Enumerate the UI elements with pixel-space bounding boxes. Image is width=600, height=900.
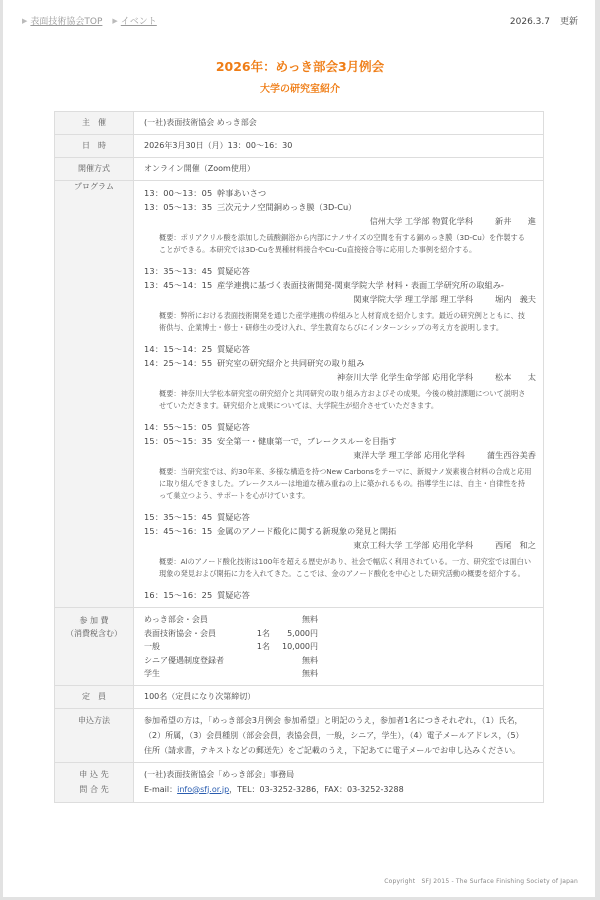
program-title: 産学連携に基づく表面技術開発-関東学院大学 材料・表面工学研究所の取組み-	[217, 280, 504, 290]
speaker-name: 蒲生西谷美香	[486, 450, 536, 460]
program-title: 三次元ナノ空間銅めっき膜（3D-Cu）	[217, 202, 357, 212]
fee-row	[144, 654, 543, 668]
fee-amount: 無料	[302, 669, 318, 678]
fee-category: 表面技術協会・会員	[144, 628, 216, 638]
fee-row	[144, 667, 543, 681]
program-abstract: 概要：弊所における表面技術開発を通じた産学連携の枠組みと人材育成を紹介します。最近の研究例とともに、技術供与、企業博士・修士・研修生の受け入れ、学生教育ならびにインターンシップの考え方を説明します。	[159, 311, 525, 332]
program-abstract: 概要：神奈川大学松本研究室の研究紹介と共同研究の取り組み方およびその成果。今後の検討課題について説明させていただきます。研究紹介と成果については、大学院生が紹介させていただきます。	[159, 389, 526, 410]
fee-category: 一般	[144, 642, 160, 651]
updated-label: 更新	[559, 17, 578, 27]
updated-date	[510, 14, 578, 27]
triangle-right-icon: ▶	[22, 16, 28, 25]
updated-date-value: 2026.3.7	[509, 17, 550, 27]
speaker-affiliation: 東京工科大学 工学部 応用化学科	[353, 540, 474, 550]
label-datetime: 日 時	[55, 135, 134, 158]
breadcrumb-link-event[interactable]: イベント	[120, 17, 157, 27]
program-time: 15：35～15：45	[144, 512, 213, 522]
program-item	[144, 186, 536, 200]
label-contact-line1: 申込先	[79, 769, 112, 779]
row-program	[55, 181, 544, 608]
program-time: 15：05～15：35	[144, 436, 213, 446]
email-label: E-mail：	[144, 784, 178, 794]
program-time: 16：15～16：25	[144, 590, 213, 600]
speaker-affiliation: 信州大学 工学部 物質化学科	[369, 216, 474, 226]
top-bar	[22, 14, 578, 30]
program-item	[144, 524, 536, 538]
fee-category: 学生	[144, 669, 160, 678]
fee-count	[240, 613, 270, 627]
label-fee	[55, 608, 134, 686]
program-time: 13：35～13：45	[144, 266, 213, 276]
fee-amount: 無料	[302, 615, 318, 624]
email-link[interactable]: info@sfj.or.jp	[177, 784, 230, 794]
program-item	[144, 356, 536, 370]
event-info-table	[54, 111, 544, 803]
program-item	[144, 510, 536, 524]
fee-category: めっき部会・会員	[144, 615, 208, 624]
row-contact	[55, 762, 544, 802]
program-time: 13：00～13：05	[144, 188, 213, 198]
label-format: 開催方式	[55, 158, 134, 181]
fee-count: 1名	[256, 628, 270, 638]
breadcrumb-link-top[interactable]: 表面技術協会TOP	[30, 17, 103, 27]
value-contact	[134, 762, 544, 802]
program-title: 質疑応答	[217, 590, 250, 600]
speaker-name: 堀内 義夫	[495, 294, 536, 304]
contact-organization: (一社)表面技術協会「めっき部会」事務局	[144, 769, 295, 779]
program-item	[144, 342, 536, 356]
speaker-affiliation: 神奈川大学 化学生命学部 応用化学科	[336, 372, 474, 382]
program-speaker	[144, 370, 536, 384]
program-title: 質疑応答	[217, 422, 250, 432]
fee-count	[240, 667, 270, 681]
fee-row	[144, 613, 543, 627]
program-item	[144, 434, 536, 448]
row-organizer	[55, 112, 544, 135]
speaker-name: 西尾 和之	[495, 540, 536, 550]
phone-fax: ，TEL：03-3252-3286，FAX：03-3252-3288	[229, 784, 404, 794]
program-time: 13：45～14：15	[144, 280, 213, 290]
page-title: 2026年：めっき部会3月例会	[215, 59, 385, 74]
label-fee-line1: 参 加 費	[79, 616, 109, 625]
program-abstract: 概要：Alのアノード酸化技術は100年を超える歴史があり、社会で幅広く利用されている。一方、研究室では面白い現象の発見および開拓に力を入れてきた。ここでは、金のアノード酸化を中心とした研究活動の概要を紹介する。	[159, 557, 532, 578]
program-speaker	[144, 292, 536, 306]
row-application	[55, 708, 544, 762]
value-application: 参加希望の方は，「めっき部会3月例会 参加希望」と明記のうえ，参加者1名につきそれぞれ，（1）氏名，（2）所属，（3）会員種別（部会会員，表協会員，一般，シニア，学生），（4）電子メールアドレス，（5）住所（請求書，テキストなどの郵送先）をご記載のうえ，下記あてに電子メールでお申し込みください。	[134, 708, 544, 762]
program-abstract: 概要：当研究室では、約30年来、多様な構造を持つNew Carbonsをテーマに、新規ナノ炭素複合材料の合成と応用に取り組んできました。ブレークスルーは地道な積み重ねの上に築かれるもの。指導学生には、自主・自律性を持って巣立つよう、サポートを心がけています。	[159, 467, 532, 500]
row-fee	[55, 608, 544, 686]
program-item	[144, 420, 536, 434]
fee-amount: 無料	[302, 655, 318, 665]
program-time: 13：05～13：35	[144, 202, 213, 212]
program-abstract: 概要：ポリアクリル酸を添加した硫酸銅浴から内部にナノサイズの空間を有する銅めっき膜（3D-Cu）を作製することができる。本研究では3D-Cuを異種材料接合やCu-Cu直接接合等に応用した事例を紹介する。	[159, 233, 525, 254]
value-datetime: 2026年3月30日（月）13：00～16：30	[134, 135, 544, 158]
program-item	[144, 200, 536, 214]
program-time: 14：55～15：05	[144, 422, 213, 432]
value-organizer: (一社)表面技術協会 めっき部会	[134, 112, 544, 135]
fee-amount: 5,000円	[287, 628, 318, 638]
program-time: 14：25～14：55	[144, 358, 213, 368]
program-item	[144, 264, 536, 278]
row-format	[55, 158, 544, 181]
fee-list	[134, 608, 544, 686]
label-contact	[55, 762, 134, 802]
row-capacity	[55, 685, 544, 708]
program-speaker	[144, 448, 536, 462]
program-time: 15：45～16：15	[144, 526, 213, 536]
value-format: オンライン開催（Zoom使用）	[134, 158, 544, 181]
label-program: プログラム	[55, 181, 134, 608]
breadcrumb	[22, 14, 157, 27]
program-title: 金属のアノード酸化に関する新現象の発見と開拓	[217, 526, 397, 536]
fee-count	[240, 654, 270, 668]
speaker-affiliation: 関東学院大学 理工学部 理工学科	[353, 294, 474, 304]
row-datetime	[55, 135, 544, 158]
label-contact-line2: 問合先	[79, 784, 112, 794]
program-speaker	[144, 214, 536, 228]
fee-category: シニア優遇制度登録者	[144, 655, 224, 665]
fee-row	[144, 627, 543, 641]
label-fee-line2: （消費税含む）	[66, 629, 122, 638]
speaker-name: 松本 太	[495, 372, 536, 382]
triangle-right-icon: ▶	[112, 16, 118, 25]
footer-copyright: Copyright SFJ 2015 - The Surface Finishing Society of Japan	[384, 878, 578, 885]
speaker-affiliation: 東洋大学 理工学部 応用化学科	[353, 450, 465, 460]
program-title: 質疑応答	[217, 344, 250, 354]
program-title: 研究室の研究紹介と共同研究の取り組み	[217, 358, 365, 368]
program-list	[134, 181, 544, 608]
fee-count: 1名	[256, 642, 270, 651]
breadcrumb-item-event[interactable]	[112, 14, 156, 27]
program-title: 安全第一・健康第一で，ブレークスルーを目指す	[217, 436, 397, 446]
speaker-name: 新井 進	[495, 216, 536, 226]
program-item	[144, 588, 536, 607]
program-speaker	[144, 538, 536, 552]
program-title: 質疑応答	[217, 512, 250, 522]
program-time: 14：15～14：25	[144, 344, 213, 354]
value-capacity: 100名（定員になり次第締切）	[134, 685, 544, 708]
breadcrumb-item-top[interactable]	[22, 14, 102, 27]
page-frame-left	[0, 0, 3, 900]
label-application: 申込方法	[55, 708, 134, 762]
label-capacity: 定 員	[55, 685, 134, 708]
fee-row	[144, 640, 543, 654]
page-subtitle: 大学の研究室紹介	[260, 84, 340, 95]
fee-amount: 10,000円	[282, 642, 318, 651]
contact-details	[144, 782, 543, 797]
program-item	[144, 278, 536, 292]
label-organizer: 主 催	[55, 112, 134, 135]
program-title: 質疑応答	[217, 266, 250, 276]
page-frame-right	[595, 0, 600, 900]
program-title: 幹事あいさつ	[217, 188, 267, 198]
